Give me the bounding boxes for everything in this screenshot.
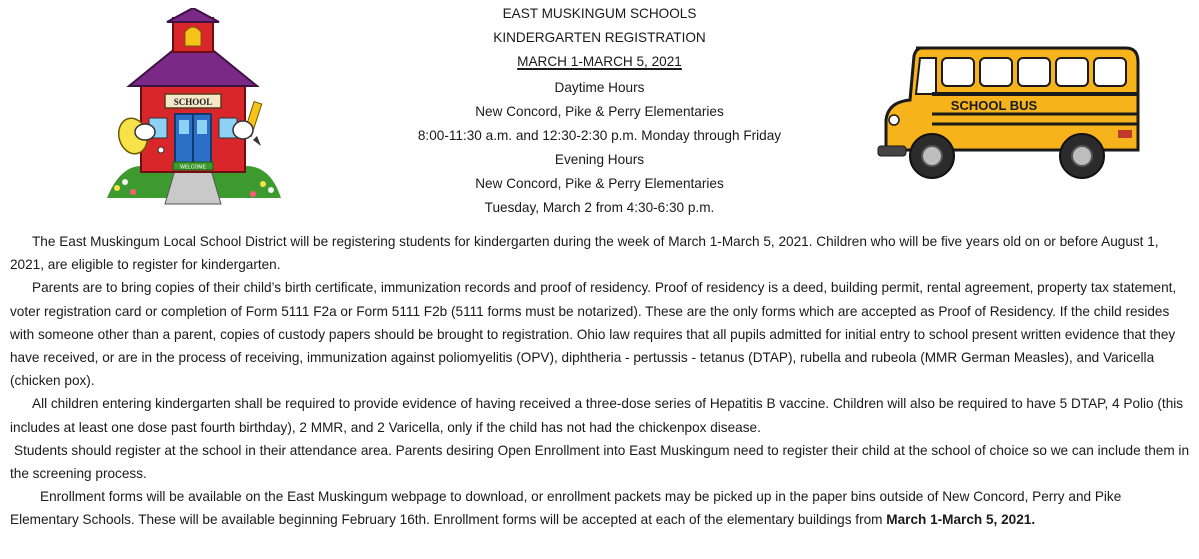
paragraph-attendance-area: Students should register at the school in their attendance area. Parents desiring Open Enrollment into East Muskingum need to register their child at the school of choice so we can include them in the screening process. <box>10 442 1190 482</box>
paragraph-enrollment-forms <box>10 485 1190 531</box>
schoolhouse-illustration <box>103 8 283 206</box>
registration-dates-text: MARCH 1-MARCH 5, 2021 <box>517 54 682 69</box>
school-sign-text: SCHOOL <box>173 97 213 107</box>
district-title: EAST MUSKINGUM SCHOOLS <box>502 6 697 21</box>
enrollment-forms-text: Enrollment forms will be available on the East Muskingum webpage to download, or enrollment packets may be picked up in the paper bins outside of New Concord, Perry and Pike Elementary Schools. These will be available beginning February 16th. Enrollment forms will be accepted at each of the elementary buildings from <box>10 489 1122 528</box>
header <box>0 0 1199 222</box>
school-bus-illustration <box>876 38 1142 188</box>
registration-title: KINDERGARTEN REGISTRATION <box>493 30 706 45</box>
daytime-heading: Daytime Hours <box>554 80 645 95</box>
bus-sign-text: SCHOOL BUS <box>950 98 1038 113</box>
registration-details <box>10 230 1190 532</box>
enrollment-dates: March 1-March 5, 2021. <box>886 512 1036 528</box>
daytime-hours: 8:00-11:30 a.m. and 12:30-2:30 p.m. Monday through Friday <box>417 128 782 143</box>
welcome-mat-text: WELCOME <box>180 164 206 171</box>
paragraph-vaccines: All children entering kindergarten shall be required to provide evidence of having received a three-dose series of Hepatitis B vaccine. Children will also be required to have 5 DTAP, 4 Polio (this includes at least one dose past fourth birthday), 2 MMR, and 2 Varicella, only if the child has not had the chickenpox disease. <box>10 396 1184 435</box>
evening-hours: Tuesday, March 2 from 4:30-6:30 p.m. <box>484 200 715 215</box>
paragraph-eligibility: The East Muskingum Local School District will be registering students for kindergarten during the week of March 1-March 5, 2021. Children who will be five years old on or before August 1, 2021, are eligible to register for kindergarten. <box>10 234 1159 273</box>
daytime-locations: New Concord, Pike & Perry Elementaries <box>475 104 724 119</box>
evening-heading: Evening Hours <box>554 152 645 167</box>
paragraph-documents: Parents are to bring copies of their child’s birth certificate, immunization records and proof of residency. Proof of residency is a deed, building permit, rental agreement, property tax statement, voter registration card or completion of Form 5111 F2a or Form 5111 F2b (5111 forms must be notarized). These are the only forms which are accepted as Proof of Residency. If the child resides with someone other than a parent, copies of custody papers should be brought to registration. Ohio law requires that all pupils admitted for initial entry to school present written evidence that they have received, or are in the process of receiving, immunization against poliomyelitis (OPV), diphtheria - pertussis - tetanus (DTAP), rubella and rubeola (MMR German Measles), and Varicella (chicken pox). <box>10 280 1177 389</box>
evening-locations: New Concord, Pike & Perry Elementaries <box>475 176 724 191</box>
